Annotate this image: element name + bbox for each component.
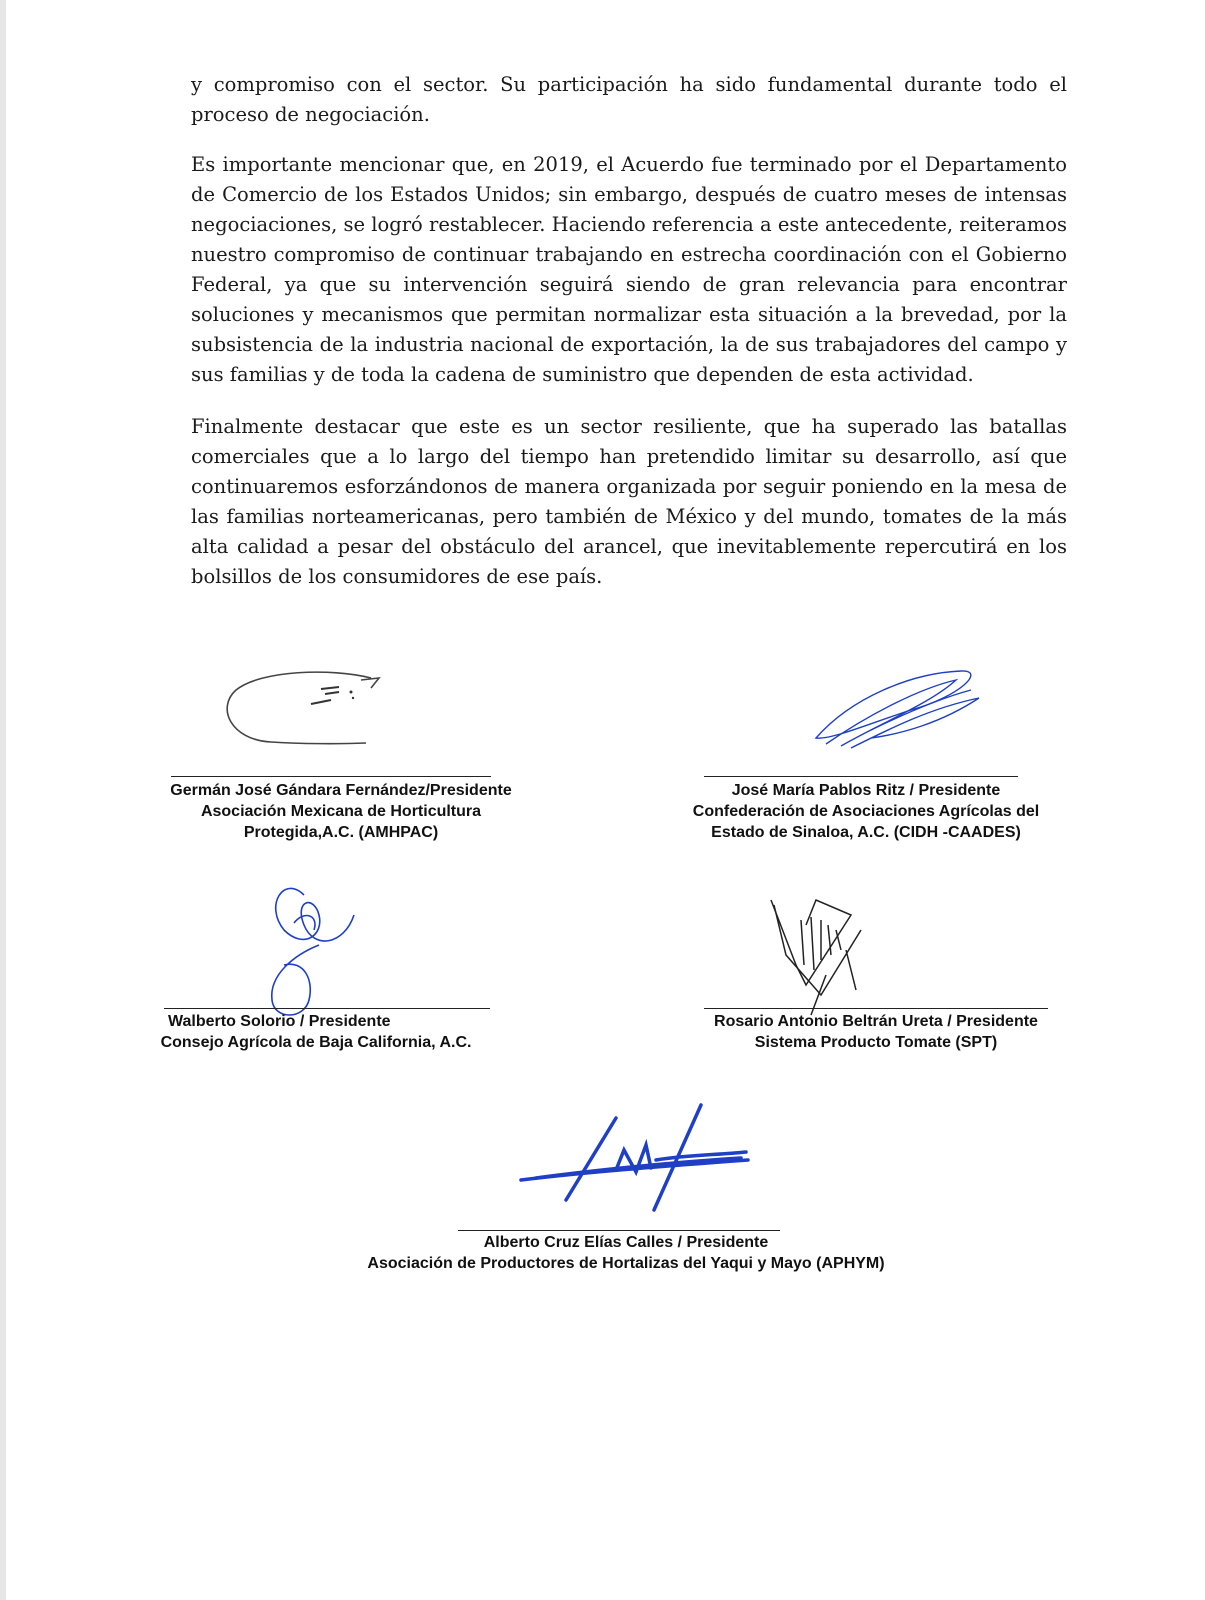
paragraph-3: Finalmente destacar que este es un sector resiliente, que ha superado las batallas comerciales que a lo largo del tiempo han pretendido limitar su desarrollo, así que continuaremos esforzándonos de manera organizada por seguir poniendo en la mesa de las familias norteamericanas, pero también de México y del mundo, tomates de la más alta calidad a pesar del obstáculo del arancel, que inevitablemente repercutirá en los bolsillos de los consumidores de ese país. bbox=[191, 415, 1067, 588]
signature-line-3 bbox=[164, 1008, 490, 1009]
signatory-2-name: José María Pablos Ritz / Presidente bbox=[731, 782, 1001, 799]
paragraph-2: Es importante mencionar que, en 2019, el Acuerdo fue terminado por el Departamento de Comercio de los Estados Unidos; sin embargo, después de cuatro meses de intensas negociaciones, se logró restablecer. Haciendo referencia a este antecedente, reiteramos nuestro compromiso de continuar trabajando en estrecha coordinación con el Gobierno Federal, ya que su intervención seguirá siendo de gran relevancia para encontrar soluciones y mecanismos que permitan normalizar esta situación a la brevedad, por la subsistencia de la industria nacional de exportación, la de sus trabajadores del campo y sus familias y de toda la cadena de suministro que dependen de esta actividad. bbox=[191, 153, 1067, 386]
signatory-block-3 bbox=[136, 1011, 496, 1053]
signatory-block-4 bbox=[686, 1011, 1066, 1053]
signatory-1-name: Germán José Gándara Fernández/Presidente bbox=[170, 782, 512, 799]
signature-gandara bbox=[221, 670, 391, 760]
signatory-3-org: Consejo Agrícola de Baja California, A.C. bbox=[160, 1034, 472, 1051]
signatory-3-name: Walberto Solorio / Presidente bbox=[168, 1013, 391, 1030]
signatory-2-org-2: Estado de Sinaloa, A.C. (CIDH -CAADES) bbox=[711, 824, 1021, 841]
signature-line-4 bbox=[704, 1008, 1048, 1009]
signatory-block-5 bbox=[326, 1232, 926, 1274]
signature-line-1 bbox=[171, 776, 491, 777]
signatory-block-1 bbox=[146, 780, 536, 843]
signatory-2-org: Confederación de Asociaciones Agrícolas del bbox=[692, 803, 1040, 820]
paragraph-1: y compromiso con el sector. Su participación ha sido fundamental durante todo el proceso de negociación. bbox=[191, 73, 1067, 126]
signatory-1-org: Asociación Mexicana de Horticultura bbox=[200, 803, 482, 820]
signature-beltran bbox=[766, 895, 876, 1020]
signature-line-5 bbox=[458, 1230, 780, 1231]
signatory-5-org: Asociación de Productores de Hortalizas del Yaqui y Mayo (APHYM) bbox=[367, 1255, 885, 1272]
signatory-4-name: Rosario Antonio Beltrán Ureta / Presidente bbox=[714, 1013, 1038, 1030]
signature-pablos bbox=[811, 668, 986, 758]
signature-line-2 bbox=[704, 776, 1018, 777]
signature-cruz bbox=[516, 1100, 756, 1215]
signatory-4-org: Sistema Producto Tomate (SPT) bbox=[754, 1034, 998, 1051]
signatory-block-2 bbox=[666, 780, 1066, 843]
signatory-1-org-2: Protegida,A.C. (AMHPAC) bbox=[243, 824, 439, 841]
signature-solorio bbox=[264, 875, 374, 1025]
signatory-5-name: Alberto Cruz Elías Calles / Presidente bbox=[483, 1234, 769, 1251]
